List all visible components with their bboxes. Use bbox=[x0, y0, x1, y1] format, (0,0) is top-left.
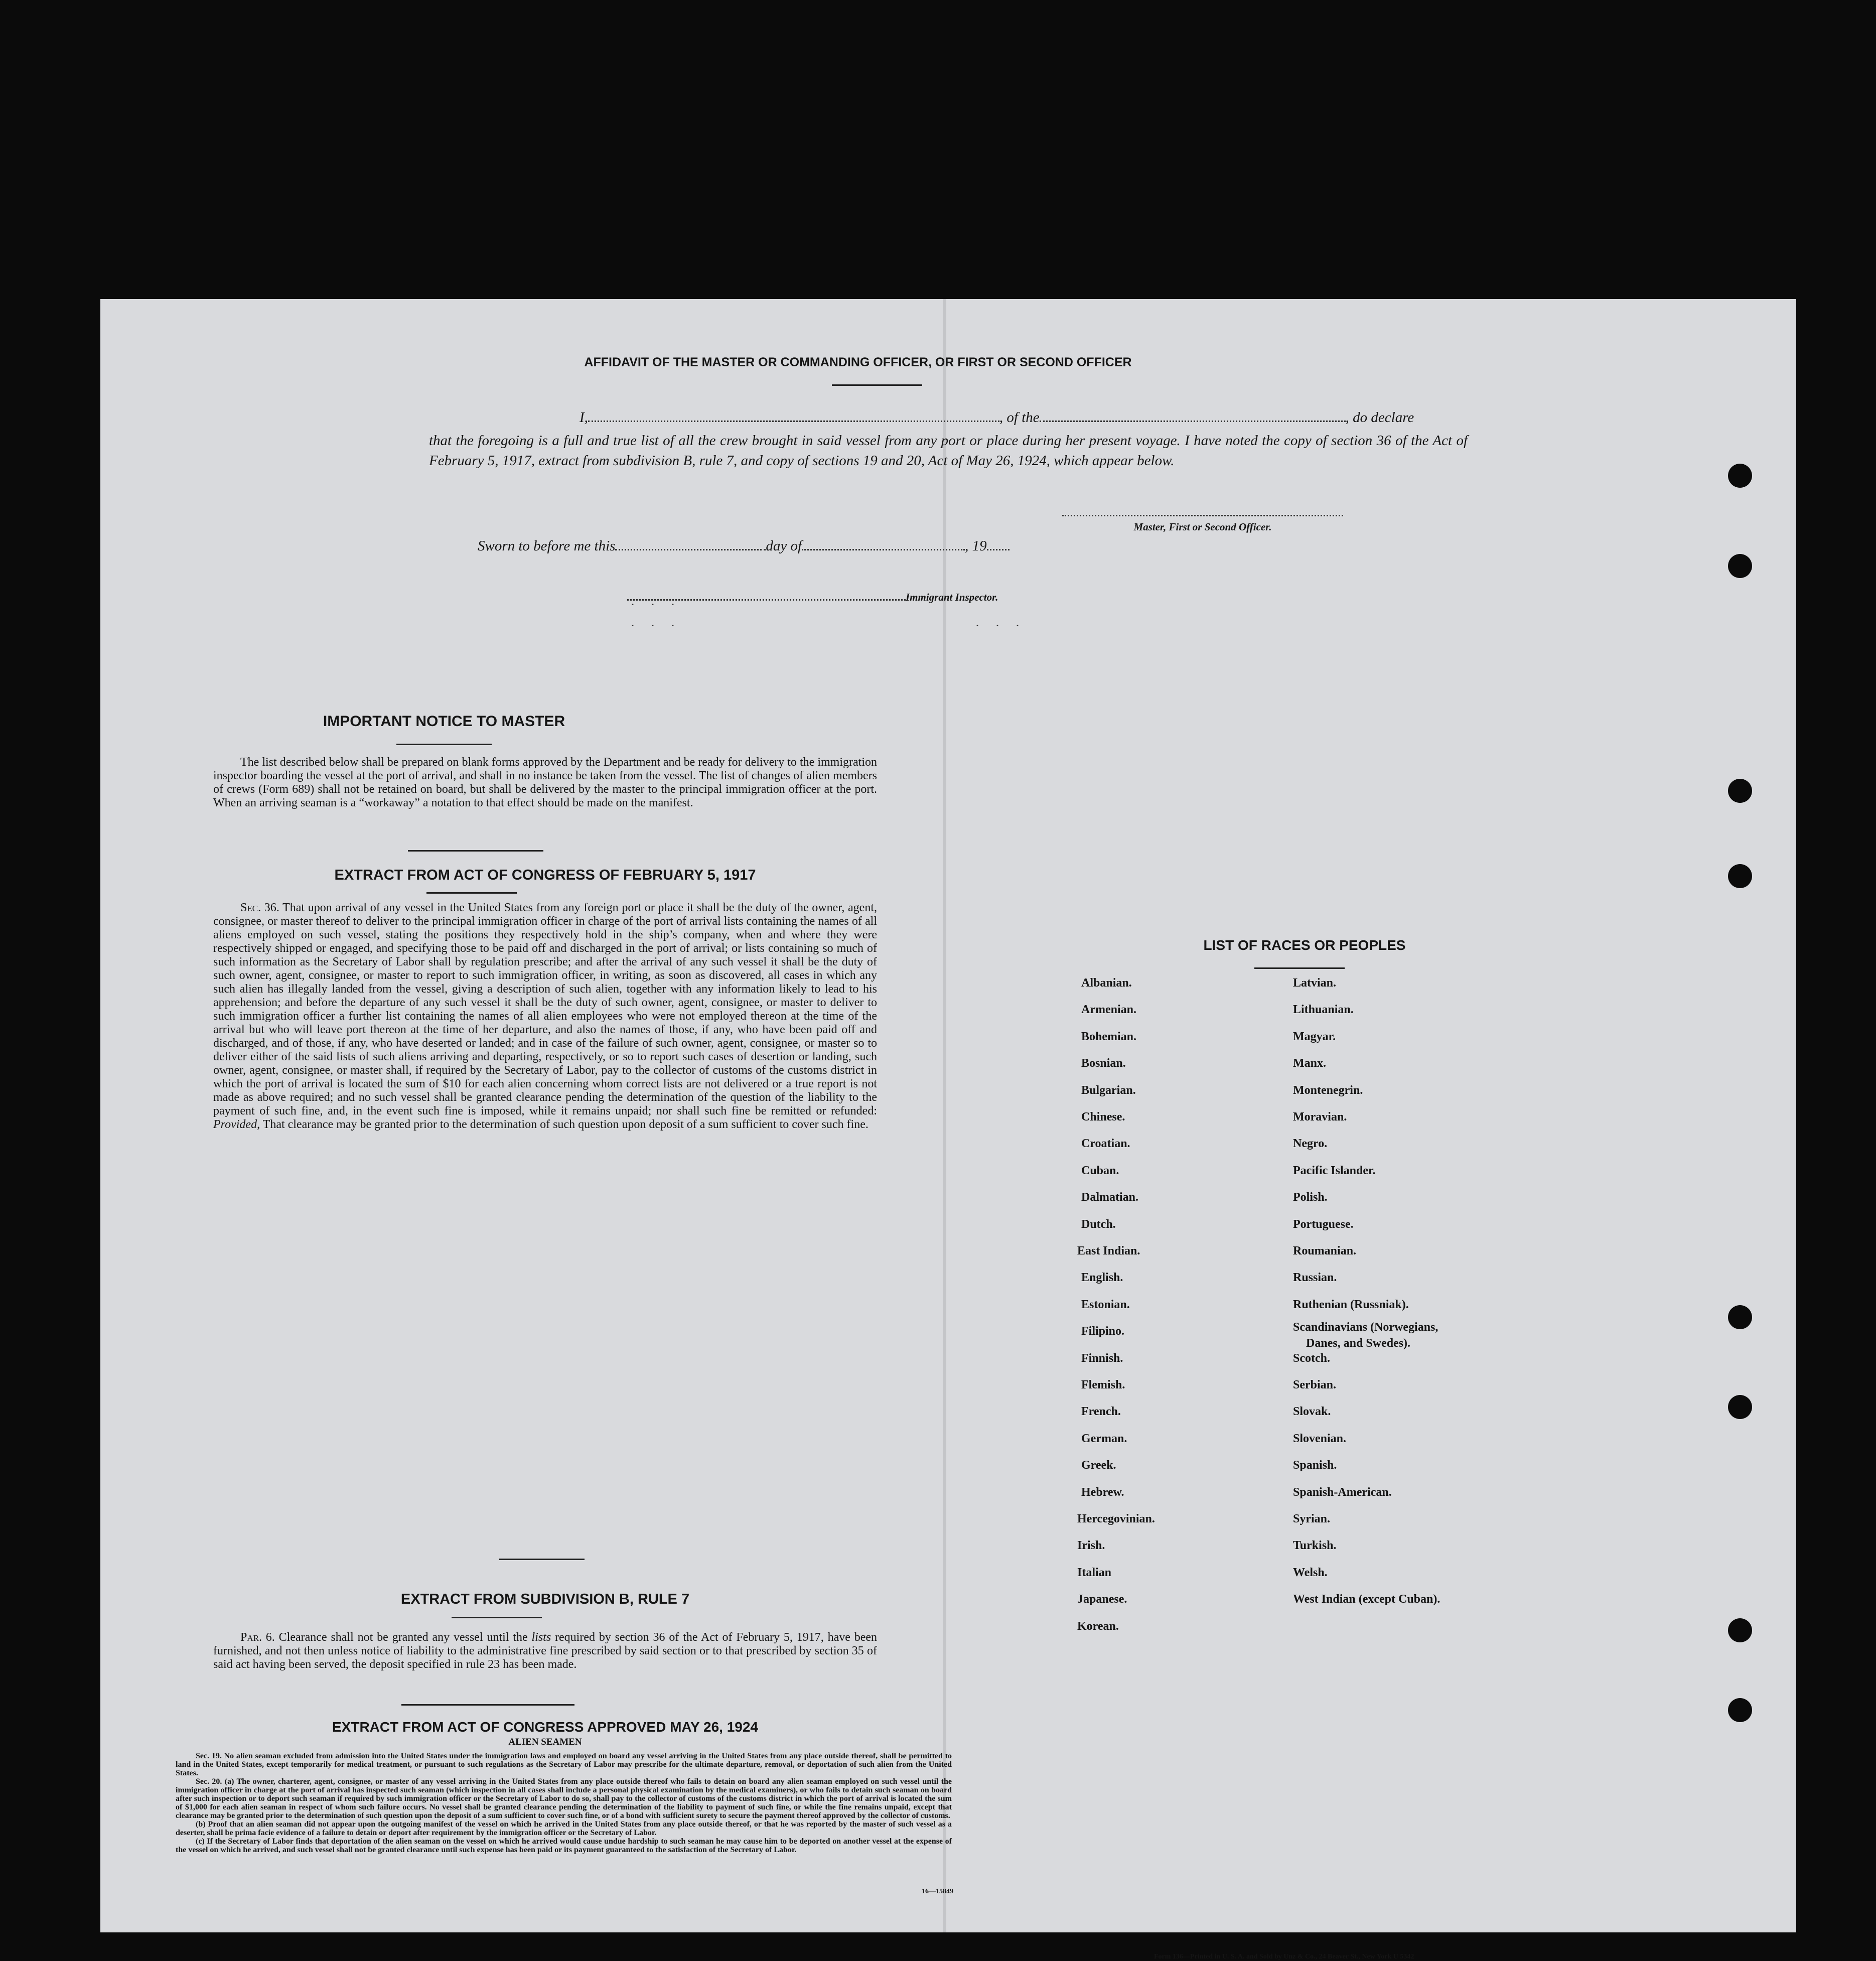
race-item: Bulgarian. bbox=[1081, 1083, 1136, 1097]
extract-1917-rule bbox=[426, 892, 517, 894]
race-item: English. bbox=[1081, 1271, 1123, 1285]
alien-seamen-subtitle: ALIEN SEAMEN bbox=[508, 1737, 582, 1747]
sec-36-text: That upon arrival of any vessel in the United States from any foreign port or place it shall be the duty of the owner, agent, consignee, or master thereof to deliver to the principal immigration officer in charge of the port of arrival lists containing the names of all aliens employed on such vessel, stating the positions they respectively hold in the ship’s company, when and where they were respectively shipped or engaged, and specifying those to be paid off and discharged in the port of arrival; or lists containing so much of such information as the Secretary of Labor shall by regulation prescribe; and after the arrival of any such vessel it shall be the duty of such owner, agent, consignee, or master to report to such immigration officer, in writing, as soon as discovered, all cases in which any such alien has illegally landed from the vessel, giving a description of such alien, together with any information likely to lead to his apprehension; and before the departure of any such vessel it shall be the duty of such owner, agent, consignee, or master to deliver to such immigration officer a further list containing the names of all alien employees who were not employed thereon at the time of the arrival but who will leave port thereon at the time of her departure, and also the names of those, if any, who have been paid off and discharged, and of those, if any, who have deserted or landed; and in case of the failure of such owner, agent, consignee, or master so to deliver either of the said lists of such aliens arriving and departing, respectively, or so to report such cases of desertion or landing, such owner, agent, consignee, or master shall, if required by the Secretary of Labor, pay to the collector of customs of the customs district in which the port of arrival is located the sum of $10 for each alien concerning whom correct lists are not delivered or a true report is not made as above required; and no such vessel shall be granted clearance pending the determination of the question of the liability to the payment of such fine, and, in the event such fine is imposed, while it remains unpaid; nor shall such fine be remitted or refunded: bbox=[213, 901, 877, 1117]
punch-hole bbox=[1728, 464, 1752, 488]
punch-hole bbox=[1728, 1618, 1752, 1642]
race-item: Syrian. bbox=[1293, 1512, 1331, 1525]
subdivision-end-rule bbox=[401, 1704, 574, 1706]
document-sheet bbox=[100, 299, 1796, 1960]
sworn-day: day of bbox=[766, 538, 802, 554]
race-item: Lithuanian. bbox=[1293, 1003, 1354, 1017]
punch-hole bbox=[1728, 779, 1752, 803]
race-item: Moravian. bbox=[1293, 1110, 1347, 1124]
race-item: Danes, and Swedes). bbox=[1306, 1337, 1411, 1350]
par-6-text-b: required by section 36 of the Act of February 5, 1917, have been furnished, and not then unless notice of liability to the administrative fine prescribed by said section or to that prescribed by section 35 of said act having been served, the deposit specified in rule 23 has been made. bbox=[213, 1631, 878, 1671]
lists-word: lists bbox=[531, 1631, 551, 1644]
punch-hole bbox=[1728, 1698, 1752, 1722]
race-item: Flemish. bbox=[1081, 1378, 1125, 1391]
race-item: Croatian. bbox=[1081, 1137, 1130, 1151]
races-title-rule bbox=[1254, 967, 1345, 969]
race-item: Scotch. bbox=[1293, 1351, 1330, 1365]
sec-36-label: Sec. 36. bbox=[240, 901, 279, 914]
race-item: East Indian. bbox=[1077, 1244, 1140, 1257]
sec-19-paragraph: Sec. 19. No alien seaman excluded from admission into the United States under the immigration laws and employed on board any vessel arriving in the United States from any place outside thereof, shall be permitted to land in the United States, except temporarily for medical treatment, or pursuant to such regulations as the Secretary of Labor may prescribe for the ultimate departure, removal, or deportation of such alien from the United States. bbox=[176, 1752, 952, 1777]
name-blank bbox=[588, 411, 999, 422]
race-item: Greek. bbox=[1081, 1459, 1116, 1472]
race-item: Bosnian. bbox=[1081, 1057, 1126, 1070]
race-item: German. bbox=[1081, 1432, 1127, 1445]
race-item: Estonian. bbox=[1081, 1298, 1130, 1311]
notice-title-rule bbox=[396, 744, 492, 745]
signature-line bbox=[1062, 515, 1343, 516]
subdivision-title: EXTRACT FROM SUBDIVISION B, RULE 7 bbox=[400, 1591, 690, 1607]
par-6-label: Par. 6. bbox=[240, 1631, 275, 1644]
affidavit-declaration-line bbox=[479, 409, 1473, 426]
race-item: Japanese. bbox=[1077, 1593, 1127, 1606]
race-item: Korean. bbox=[1077, 1619, 1119, 1633]
sec-36-text-end: That clearance may be granted prior to the determination of such question upon deposit of a sum sufficient to cover such fine. bbox=[262, 1118, 869, 1131]
extract-1917-title: EXTRACT FROM ACT OF CONGRESS OF FEBRUARY 5, 1917 bbox=[334, 867, 756, 883]
notice-title: IMPORTANT NOTICE TO MASTER bbox=[323, 713, 565, 730]
race-item: Turkish. bbox=[1293, 1539, 1337, 1553]
inspector-label: Immigrant Inspector. bbox=[906, 591, 998, 603]
affidavit-of-the: , of the bbox=[999, 409, 1040, 426]
race-item: Russian. bbox=[1293, 1271, 1337, 1285]
punch-hole bbox=[1728, 864, 1752, 888]
extract-1924-body bbox=[176, 1752, 952, 1854]
race-item: Irish. bbox=[1077, 1539, 1105, 1553]
affidavit-title: AFFIDAVIT OF THE MASTER OR COMMANDING OFFICER, OR FIRST OR SECOND OFFICER bbox=[584, 355, 1132, 369]
sworn-month-blank bbox=[802, 540, 965, 550]
notice-paragraph: The list described below shall be prepared on blank forms approved by the Department and be ready for delivery to the immigration inspector boarding the vessel at the port of arrival, and shall in no instance be taken from the vessel. The list of changes of alien members of crews (Form 689) shall not be retained on board, but shall be delivered by the master to the principal immigration officer at the port. When an arriving seaman is a “workaway” a notation to that effect should be made on the manifest. bbox=[213, 756, 877, 809]
sec-20c-paragraph: (c) If the Secretary of Labor finds that deportation of the alien seaman on the vessel on which he arrived would cause undue hardship to such seaman he may cause him to be deported on another vessel at the expense of the vessel on which he arrived, and such vessel shall not be granted clearance until such expense has been paid or its payment guaranteed to the satisfaction of the Secretary of Labor. bbox=[176, 1837, 952, 1854]
inspector-line bbox=[627, 590, 998, 604]
extract-1924-title: EXTRACT FROM ACT OF CONGRESS APPROVED MAY 26, 1924 bbox=[332, 1719, 758, 1735]
race-item: Spanish. bbox=[1293, 1459, 1337, 1472]
provided-word: Provided, bbox=[213, 1118, 260, 1131]
subdivision-rule bbox=[452, 1617, 542, 1618]
race-item: Manx. bbox=[1293, 1057, 1326, 1070]
race-item: Dalmatian. bbox=[1081, 1191, 1138, 1204]
sec-20b-paragraph: (b) Proof that an alien seaman did not appear upon the outgoing manifest of the vessel on which he arrived in the United States from any place outside thereof, or that he was reported by the master of such vessel as a deserter, shall be prima facie evidence of a failure to detain or deport after requirement by the immigration officer or the Secretary of Labor. bbox=[176, 1820, 952, 1837]
extract-1917-body bbox=[213, 901, 877, 1132]
race-item: Ruthenian (Russniak). bbox=[1293, 1298, 1409, 1311]
race-item: Hebrew. bbox=[1081, 1485, 1124, 1499]
sec-36-paragraph bbox=[213, 901, 877, 1132]
race-item: Pacific Islander. bbox=[1293, 1164, 1376, 1177]
extract-1917-end-rule bbox=[499, 1559, 585, 1560]
affidavit-title-rule bbox=[832, 384, 922, 386]
par-6-paragraph bbox=[213, 1631, 877, 1671]
form-footer: Form 136—Printed in U. S. A. and Sold by Unz & Co., 24 Beaver St., New York U 5342 bbox=[1154, 1953, 1414, 1960]
race-item: Hercegovinian. bbox=[1077, 1512, 1155, 1525]
race-item: Slovenian. bbox=[1293, 1432, 1347, 1445]
subdivision-body bbox=[213, 1631, 877, 1671]
print-code: 16—15849 bbox=[922, 1888, 953, 1895]
race-item: Dutch. bbox=[1081, 1217, 1116, 1231]
race-item: Roumanian. bbox=[1293, 1244, 1357, 1257]
vessel-blank bbox=[1040, 411, 1346, 422]
par-6-text-a: Clearance shall not be granted any vessel until the bbox=[278, 1631, 528, 1644]
race-item: Slovak. bbox=[1293, 1405, 1331, 1419]
race-item: Latvian. bbox=[1293, 976, 1337, 990]
affidavit-body: that the foregoing is a full and true list of all the crew brought in said vessel from any port or place during her present voyage. I have noted the copy of section 36 of the Act of February 5, 1917, extract from subdivision B, rule 7, and copy of sections 19 and 20, Act of May 26, 1924, which appear below. bbox=[429, 433, 1468, 469]
race-item: Spanish-American. bbox=[1293, 1485, 1392, 1499]
dot-marks: . . . bbox=[976, 616, 1026, 629]
race-item: French. bbox=[1081, 1405, 1121, 1419]
punch-hole bbox=[1728, 1305, 1752, 1329]
race-item: Bohemian. bbox=[1081, 1030, 1137, 1043]
signature-label: Master, First or Second Officer. bbox=[1133, 521, 1272, 533]
affidavit-declare: , do declare bbox=[1345, 409, 1414, 426]
race-item: Albanian. bbox=[1081, 976, 1132, 990]
race-item: Montenegrin. bbox=[1293, 1083, 1363, 1097]
race-item: Italian bbox=[1077, 1566, 1112, 1579]
race-item: Magyar. bbox=[1293, 1030, 1336, 1043]
race-item: West Indian (except Cuban). bbox=[1293, 1593, 1440, 1606]
notice-body bbox=[213, 756, 877, 810]
sec-20a-paragraph: Sec. 20. (a) The owner, charterer, agent, consignee, or master of any vessel arriving in the United States from any place outside thereof who fails to detain on board any alien seaman employed on such vessel until the immigration officer in charge at the port of arrival has inspected such seaman (which inspection in all cases shall include a personal physical examination by the medical examiners), or who fails to detain such seaman on board after such inspection or to deport such seaman if required by such immigration officer or the Secretary of Labor to do so, shall pay to the collector of customs of the customs district in which the port of arrival is located the sum of $1,000 for each alien seaman in respect of whom such failure occurs. No vessel shall be granted clearance pending the determination of the liability to payment of such fine, or while the fine remains unpaid, except that clearance may be granted prior to the determination of such question upon the deposit of a sum sufficient to cover such fine, or of a bond with sufficient surety to secure the payment thereof approved by the collector of customs. bbox=[176, 1777, 952, 1820]
dot-marks: . . . bbox=[631, 616, 681, 629]
dot-marks: . . . bbox=[631, 595, 681, 608]
sworn-year-blank bbox=[987, 540, 1009, 550]
sworn-date-blank bbox=[615, 540, 766, 550]
sworn-line bbox=[478, 538, 1009, 554]
race-item: Portuguese. bbox=[1293, 1217, 1354, 1231]
race-item: Scandinavians (Norwegians, bbox=[1293, 1321, 1438, 1334]
affidavit-i: I, bbox=[580, 409, 588, 426]
notice-end-rule bbox=[408, 850, 543, 852]
sworn-year: , 19 bbox=[965, 538, 987, 554]
race-item: Finnish. bbox=[1081, 1351, 1123, 1365]
sworn-prefix: Sworn to before me this bbox=[478, 538, 616, 554]
race-item: Filipino. bbox=[1081, 1325, 1125, 1338]
race-item: Serbian. bbox=[1293, 1378, 1337, 1391]
race-item: Polish. bbox=[1293, 1191, 1328, 1204]
races-title: LIST OF RACES OR PEOPLES bbox=[1203, 937, 1406, 953]
race-item: Negro. bbox=[1293, 1137, 1328, 1151]
punch-hole bbox=[1728, 554, 1752, 578]
race-item: Chinese. bbox=[1081, 1110, 1125, 1124]
race-item: Welsh. bbox=[1293, 1566, 1328, 1579]
race-item: Cuban. bbox=[1081, 1164, 1119, 1177]
punch-hole bbox=[1728, 1395, 1752, 1419]
race-item: Armenian. bbox=[1081, 1003, 1136, 1017]
